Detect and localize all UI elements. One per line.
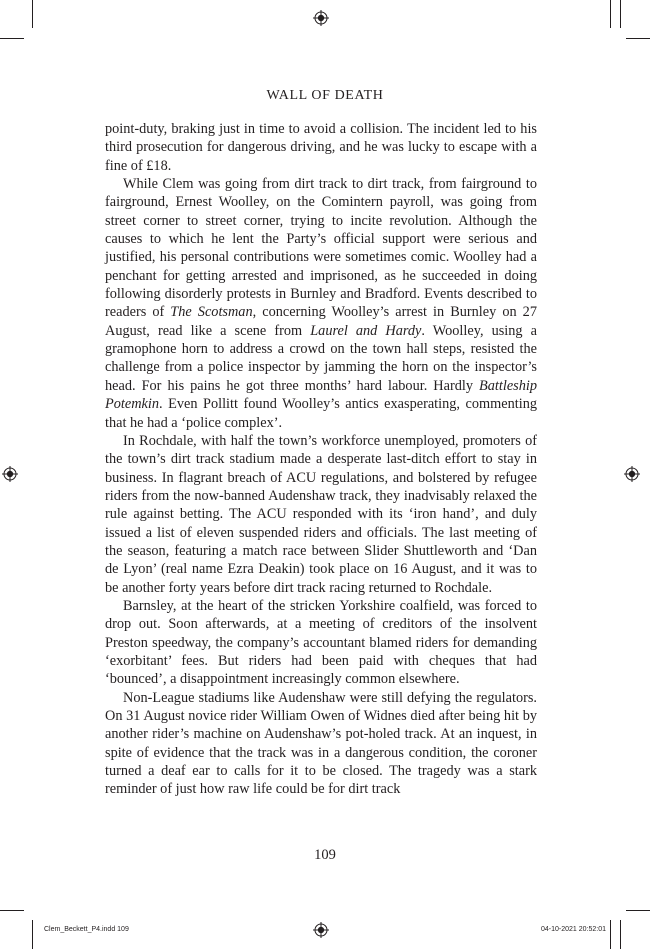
text-run: , concerning Woolley’s arrest in Burnley on 27 August, read like a scene from xyxy=(105,304,537,339)
crop-mark xyxy=(620,920,621,949)
text-run: point-duty, braking just in time to avoid a collision. The incident led to his third prosecution for dangerous driving, and he was lucky to escape with a fine of £18. xyxy=(105,121,537,174)
text-run: . Even Pollitt found Woolley’s antics exasperating, commenting that he had a ‘police complex’. xyxy=(105,396,537,431)
page-number: 109 xyxy=(314,847,336,863)
italic-title: Laurel and Hardy xyxy=(310,322,422,339)
crop-mark xyxy=(0,910,24,911)
paragraph xyxy=(105,689,537,799)
slug-file-info: Clem_Beckett_P4.indd 109 xyxy=(44,926,129,933)
body-text xyxy=(105,120,537,799)
crop-mark xyxy=(32,920,33,949)
registration-mark-icon xyxy=(313,10,329,26)
text-run: Barnsley, at the heart of the stricken Yorkshire coalfield, was forced to drop out. Soon afterwards, at a meeting of creditors of the insolvent Preston speedway, the company’s accountant blamed riders for demanding ‘exorbitant’ fees. But riders had been paid with cheques that had ‘bounced’, a disappointment increasingly common elsewhere. xyxy=(105,597,537,688)
registration-mark-icon xyxy=(2,466,18,482)
crop-mark xyxy=(620,0,621,28)
paragraph xyxy=(105,597,537,689)
italic-title: The Scotsman xyxy=(170,304,253,321)
crop-mark xyxy=(32,0,33,28)
text-run: Non-League stadiums like Audenshaw were still defying the regulators. On 31 August novice rider William Owen of Widnes died after being hit by another rider’s machine on Audenshaw’s pot-holed track. At an inquest, in spite of evidence that the track was in a dangerous condition, the coroner turned a deaf ear to calls for it to be closed. The tragedy was a stark reminder of just how raw life could be for dirt track xyxy=(105,689,537,798)
text-run: . Woolley, using a gramophone horn to address a crowd on the town hall steps, resisted the challenge from a police inspector by jamming the horn on the inspector’s head. For his pains he got three months’ hard labour. Hardly xyxy=(105,322,537,394)
crop-mark xyxy=(610,0,611,28)
paragraph xyxy=(105,175,537,432)
italic-title: Battleship Potemkin xyxy=(105,377,537,413)
text-run: While Clem was going from dirt track to dirt track, from fairground to fairground, Ernest Woolley, on the Comintern payroll, was going from street corner to street corner, trying to incite revolution. Although the causes to which he lent the Party’s official support were serious and justified, his personal contributions were sometimes comic. Woolley had a penchant for getting arrested and imprisoned, as he succeeded in doing following disorderly protests in Burnley and Bradford. Events described to readers of xyxy=(105,176,537,321)
crop-mark xyxy=(0,38,24,39)
running-head: WALL OF DEATH xyxy=(266,88,384,103)
registration-mark-icon xyxy=(624,466,640,482)
paragraph xyxy=(105,120,537,175)
registration-mark-icon xyxy=(313,922,329,938)
paragraph xyxy=(105,432,537,597)
crop-mark xyxy=(610,920,611,949)
crop-mark xyxy=(626,38,650,39)
crop-mark xyxy=(626,910,650,911)
text-run: In Rochdale, with half the town’s workforce unemployed, promoters of the town’s dirt track stadium made a desperate last-ditch effort to stay in business. In flagrant breach of ACU regulations, and bolstered by refugee riders from the now-banned Audenshaw track, they inadvisably relaxed the rule against betting. The ACU responded with its ‘iron hand’, and duly issued a list of eleven suspended riders and officials. The last meeting of the season, featuring a match race between Slider Shuttleworth and ‘Dan de Lyon’ (real name Ezra Deakin) took place on 16 August, and it was to be another forty years before dirt track racing returned to Rochdale. xyxy=(105,432,537,596)
slug-date-info: 04-10-2021 20:52:01 xyxy=(541,926,606,933)
